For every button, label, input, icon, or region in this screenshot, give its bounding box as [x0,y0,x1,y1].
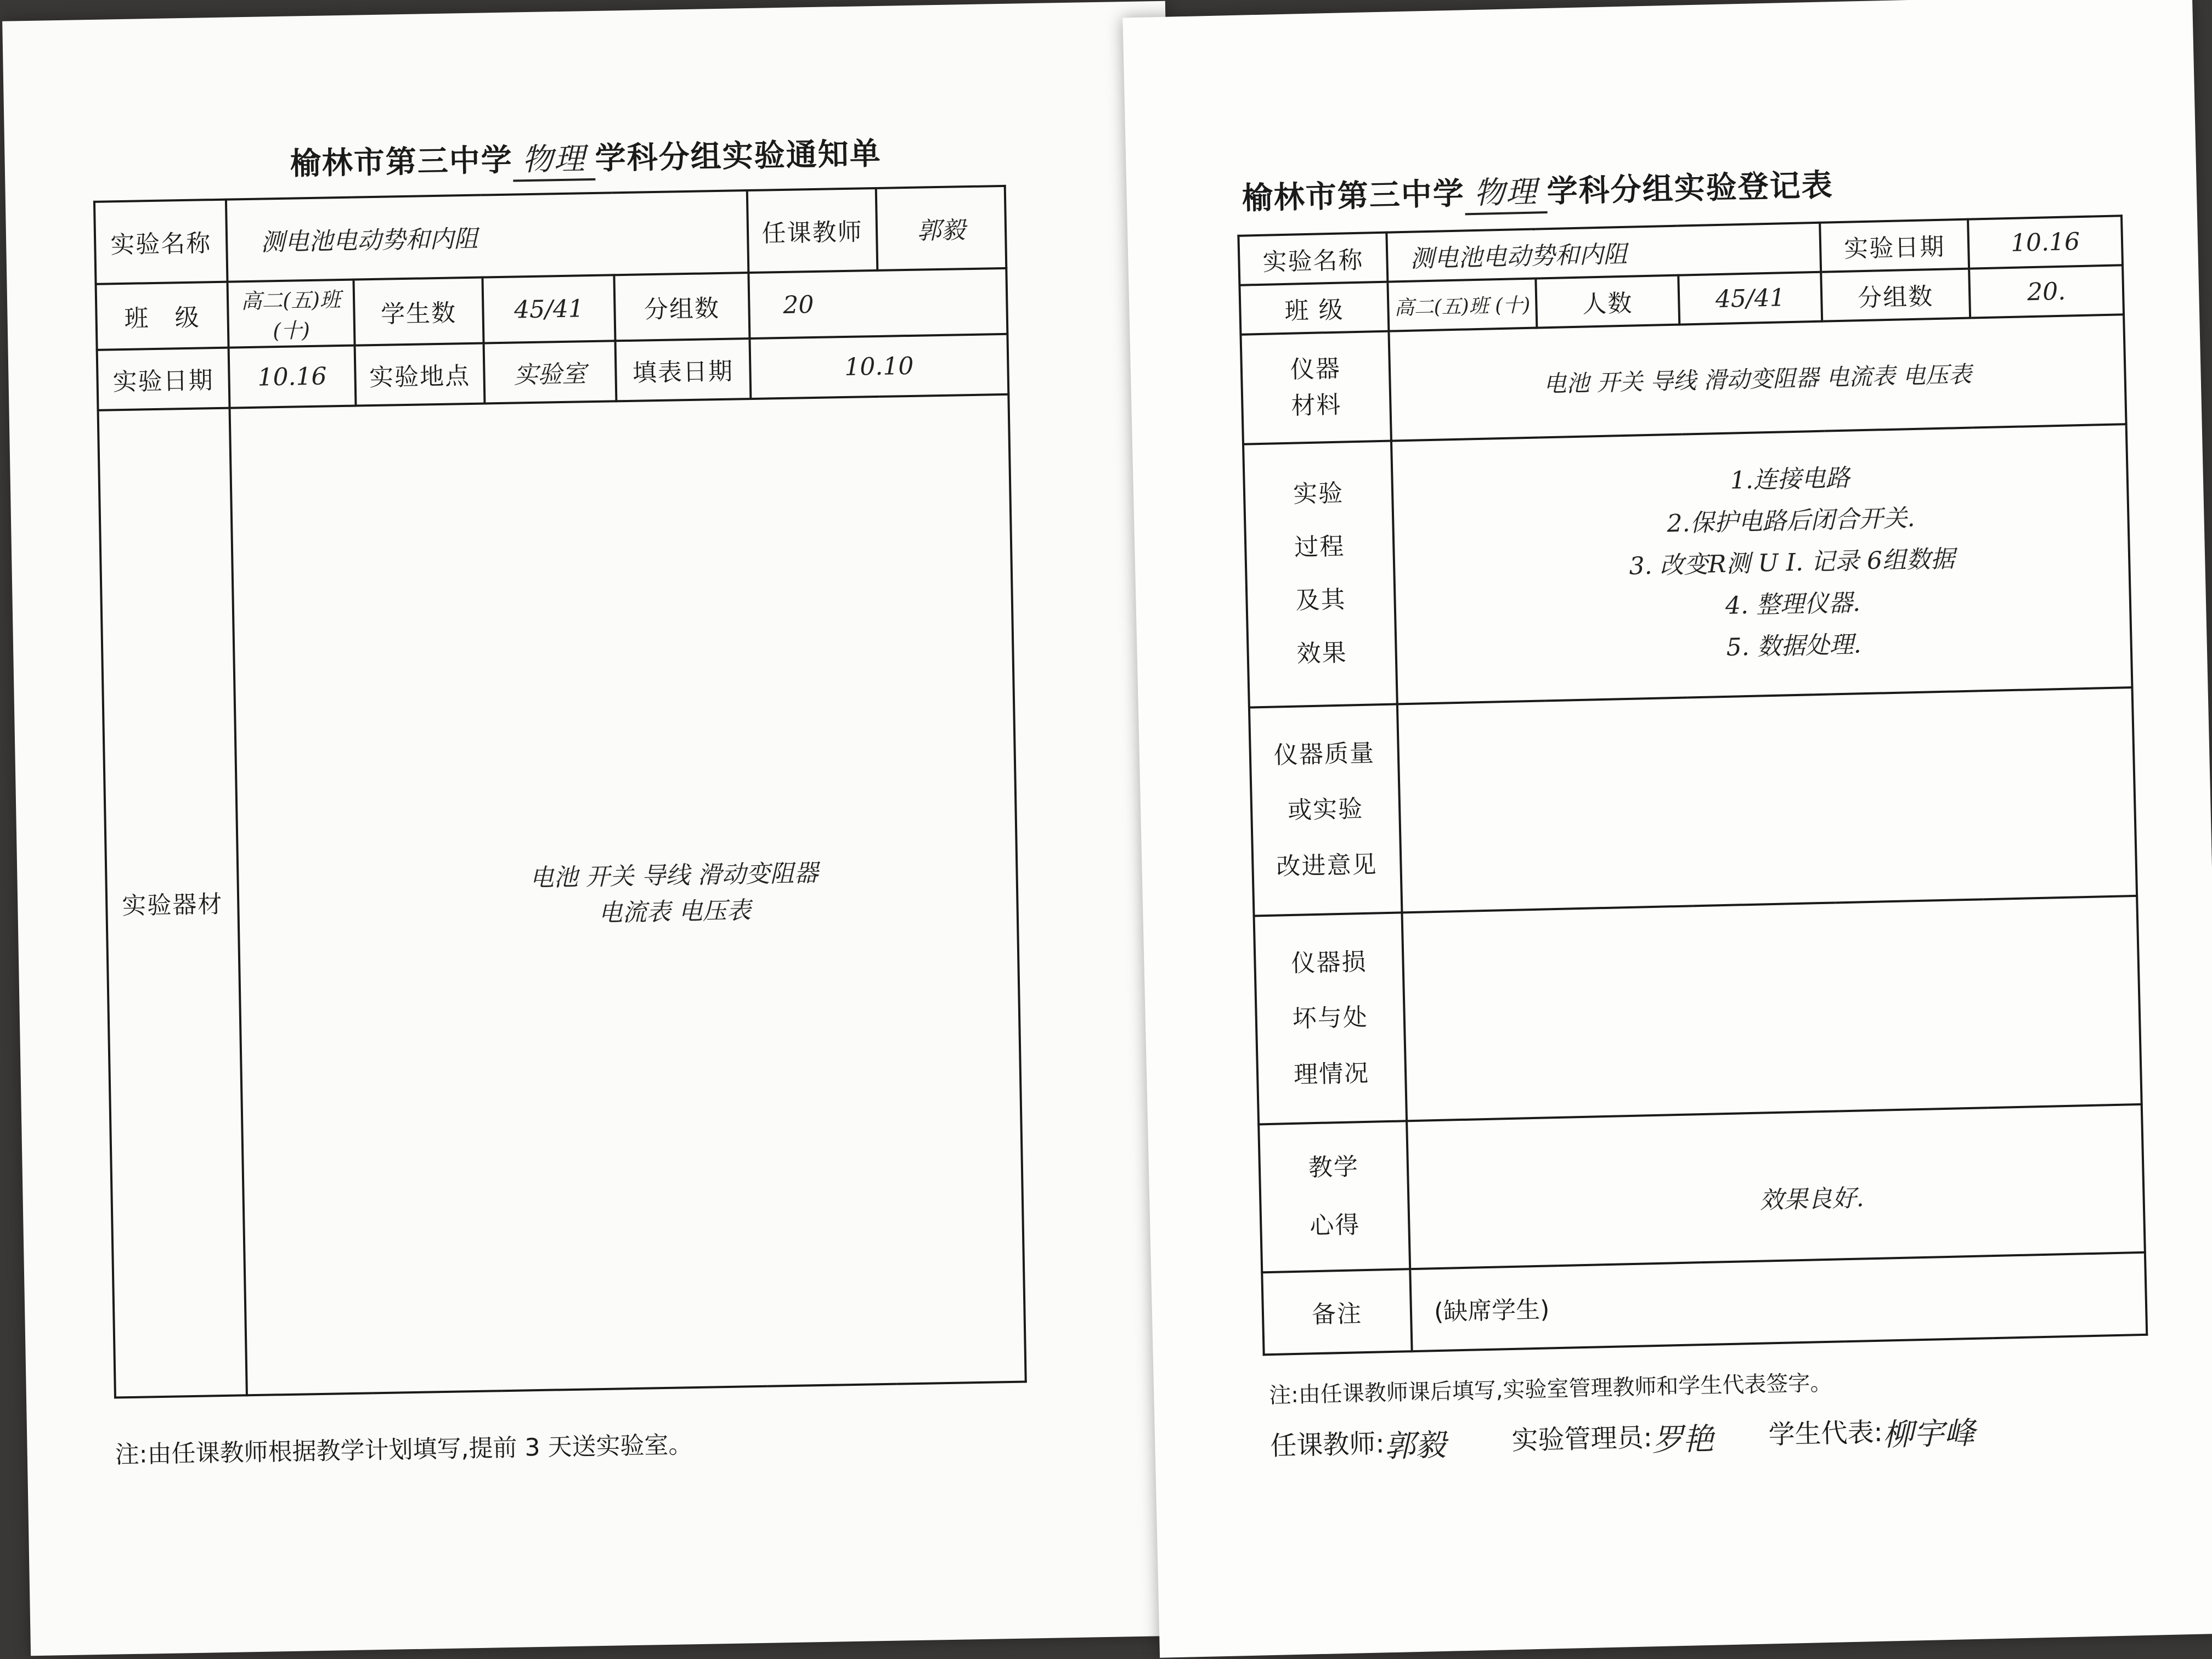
reg-label-process [1243,441,1397,708]
reg-label-teaching-2: 心得 [1309,1211,1361,1240]
signature-row [1270,1409,1976,1469]
label-students: 学生数 [353,278,483,346]
manager-sign-label: 实验管理员: [1511,1422,1653,1457]
step-item: 1.连接电路 [1730,464,1850,495]
reg-label-date: 实验日期 [1820,219,1969,272]
reg-value-quality [1397,687,2137,912]
register-footnote: 注:由任课教师课后填写,实验室管理教师和学生代表签字。 [1268,1370,1832,1409]
reg-label-damage [1254,912,1407,1124]
notice-title-suffix: 学科分组实验通知单 [595,136,882,177]
label-fill-date: 填表日期 [615,338,751,401]
register-title [1242,161,1834,220]
value-equipment [230,394,1026,1396]
register-title-prefix: 榆林市第三中学 [1242,176,1465,217]
reg-label-instruments-1: 仪器 [1290,354,1341,384]
value-date: 10.16 [229,346,356,408]
reg-value-groups: 20. [1969,265,2124,318]
register-title-suffix: 学科分组实验登记表 [1546,167,1834,210]
equipment-line-2: 电流表 电压表 [598,896,752,928]
teacher-sign-label: 任课教师: [1269,1428,1385,1462]
reg-value-people: 45/41 [1678,272,1822,325]
reg-label-damage-1: 仪器损 [1290,948,1368,978]
reg-label-damage-2: 坏与处 [1292,1003,1369,1034]
label-equipment: 实验器材 [98,408,247,1398]
label-class: 班 级 [96,282,229,350]
reg-value-remarks: (缺席学生) [1410,1252,2147,1351]
manager-signature: 罗艳 [1652,1421,1714,1459]
reg-value-instruments: 电池 开关 导线 滑动变阻器 电流表 电压表 [1389,314,2126,441]
reg-label-process-1: 实验 [1293,479,1344,509]
value-groups: 20 [748,268,1007,338]
reg-value-damage [1402,896,2141,1121]
reg-label-people: 人数 [1536,275,1679,328]
reg-value-steps [1391,424,2132,704]
step-item: 5. 数据处理. [1726,630,1862,662]
register-table [1237,215,2148,1356]
value-teacher: 郭毅 [876,186,1007,270]
label-groups: 分组数 [614,273,749,341]
reg-label-class: 班 级 [1239,282,1389,335]
value-students: 45/41 [482,275,615,343]
reg-label-teaching-1: 教学 [1308,1153,1359,1182]
label-teacher: 任课教师 [747,188,878,273]
step-item: 2.保护电路后闭合开关. [1666,504,1915,538]
notice-footnote: 注:由任课教师根据教学计划填写,提前 3 天送实验室。 [115,1431,693,1469]
equipment-line-1: 电池 开关 导线 滑动变阻器 [529,859,819,893]
notice-subject: 物理 [512,134,595,182]
reg-label-teaching [1259,1121,1410,1272]
reg-label-damage-3: 理情况 [1293,1059,1370,1089]
value-place: 实验室 [484,341,617,403]
reg-value-name: 测电池电动势和内阻 [1386,223,1821,282]
step-item: 4. 整理仪器. [1725,589,1861,620]
reg-label-quality-1: 仪器质量 [1273,739,1375,770]
teacher-signature: 郭毅 [1384,1427,1447,1465]
reg-label-process-3: 及其 [1295,585,1347,615]
reg-label-quality-3: 改进意见 [1276,850,1378,881]
reg-label-instruments-2: 材料 [1290,391,1342,420]
step-item: 3. 改变R测 U I. 记录 6组数据 [1628,545,1955,580]
value-fill-date: 10.10 [749,334,1008,399]
reg-label-quality-2: 或实验 [1287,795,1364,825]
label-name: 实验名称 [94,200,228,284]
student-signature: 柳宇峰 [1882,1415,1976,1453]
value-name: 测电池电动势和内阻 [226,190,748,282]
value-class: 高二(五)班 (十) [228,280,355,348]
notice-title-prefix: 榆林市第三中学 [290,142,514,182]
reg-label-process-2: 过程 [1294,532,1345,562]
reg-label-process-4: 效果 [1296,639,1348,668]
reg-value-teaching: 效果良好. [1407,1104,2145,1269]
reg-label-instruments [1240,331,1391,444]
reg-label-quality [1249,704,1402,916]
reg-label-remarks: 备注 [1262,1269,1412,1355]
notice-table [93,185,1027,1399]
student-sign-label: 学生代表: [1768,1417,1883,1451]
label-date: 实验日期 [97,348,230,410]
reg-value-class: 高二(五)班 (十) [1387,279,1537,331]
reg-label-name: 实验名称 [1238,233,1387,285]
label-place: 实验地点 [355,343,485,406]
reg-value-date: 10.16 [1968,216,2123,268]
reg-label-groups: 分组数 [1821,269,1970,321]
notice-sheet [2,1,1194,1656]
notice-title [290,129,882,186]
register-subject: 物理 [1464,167,1548,215]
register-sheet [1122,0,2212,1658]
